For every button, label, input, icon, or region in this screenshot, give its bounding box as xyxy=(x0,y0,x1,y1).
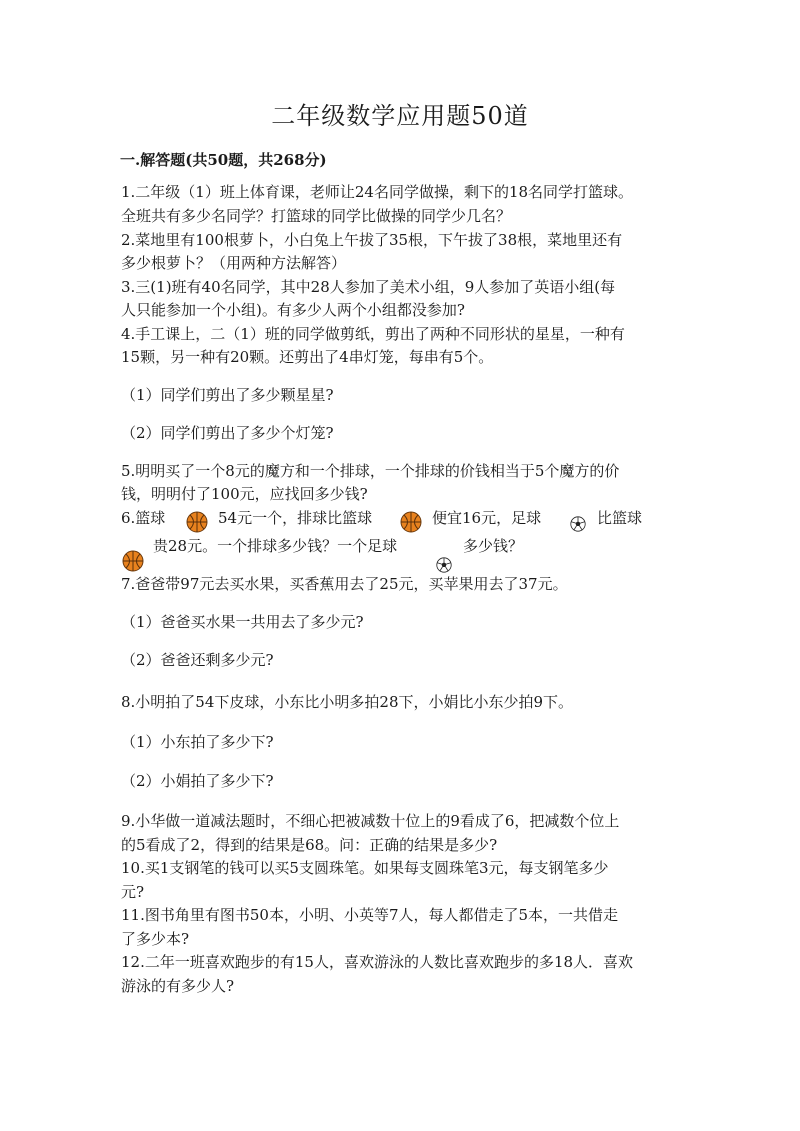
text-line: 全班共有多少名同学？打篮球的同学比做操的同学少几名？ xyxy=(121,207,512,225)
text-line: 10.买1支钢笔的钱可以买5支圆珠笔。如果每支圆珠笔3元，每支钢笔多少 xyxy=(121,859,609,877)
text-line: 钱，明明付了100元，应找回多少钱? xyxy=(121,485,368,503)
text-line: 了多少本? xyxy=(121,930,190,948)
soccer-ball-icon xyxy=(570,516,586,532)
text-line: 多少根萝卜？（用两种方法解答） xyxy=(121,254,347,272)
text-line: 3.三(1)班有40名同学，其中28人参加了美术小组，9人参加了英语小组(每 xyxy=(121,278,616,296)
text-line: （1）小东拍了多少下? xyxy=(121,733,274,751)
soccer-ball-icon xyxy=(436,557,452,573)
section-heading: 一.解答题(共50题，共268分) xyxy=(120,151,327,169)
basketball-icon xyxy=(400,511,422,533)
page-title: 二年级数学应用题50道 xyxy=(271,102,529,130)
text-line: 9.小华做一道减法题时，不细心把被减数十位上的9看成了6，把减数个位上 xyxy=(121,812,620,830)
text-line: 11.图书角里有图书50本，小明、小英等7人，每人都借走了5本，一共借走 xyxy=(121,906,619,924)
text-line: 15颗，另一种有20颗。还剪出了4串灯笼，每串有5个。 xyxy=(121,348,494,366)
text-line: 比篮球 xyxy=(597,509,643,527)
text-line: 1.二年级（1）班上体育课，老师让24名同学做操，剩下的18名同学打篮球。 xyxy=(121,183,634,201)
text-line: 便宜16元，足球 xyxy=(432,509,542,527)
text-line: 4.手工课上，二（1）班的同学做剪纸，剪出了两种不同形状的星星，一种有 xyxy=(121,325,625,343)
text-line: 54元一个，排球比篮球 xyxy=(218,509,373,527)
text-line: 人只能参加一个小组)。有多少人两个小组都没参加? xyxy=(121,301,465,319)
text-line: 的5看成了2，得到的结果是68。问：正确的结果是多少? xyxy=(121,836,498,854)
text-line: 游泳的有多少人? xyxy=(121,977,235,995)
text-line: （1）同学们剪出了多少颗星星? xyxy=(121,386,334,404)
text-line: 多少钱？ xyxy=(463,537,524,555)
text-line: （2）同学们剪出了多少个灯笼? xyxy=(121,424,334,442)
text-line: 8.小明拍了54下皮球，小东比小明多拍28下，小娟比小东少拍9下。 xyxy=(121,693,574,711)
text-line: 12.二年一班喜欢跑步的有15人，喜欢游泳的人数比喜欢跑步的多18人．喜欢 xyxy=(121,953,634,971)
text-line: （2）爸爸还剩多少元? xyxy=(121,651,274,669)
basketball-icon xyxy=(122,550,144,572)
text-line: （1）爸爸买水果一共用去了多少元? xyxy=(121,613,364,631)
text-line: 贵28元。一个排球多少钱？一个足球 xyxy=(153,537,398,555)
text-line: 2.菜地里有100根萝卜，小白兔上午拔了35根，下午拔了38根，菜地里还有 xyxy=(121,231,623,249)
text-line: （2）小娟拍了多少下? xyxy=(121,772,274,790)
text-line: 7.爸爸带97元去买水果，买香蕉用去了25元，买苹果用去了37元。 xyxy=(121,575,568,593)
text-line: 元? xyxy=(121,883,145,901)
text-line: 5.明明买了一个8元的魔方和一个排球，一个排球的价钱相当于5个魔方的价 xyxy=(121,462,620,480)
basketball-icon xyxy=(186,511,208,533)
text-line: 6.篮球 xyxy=(121,509,166,527)
